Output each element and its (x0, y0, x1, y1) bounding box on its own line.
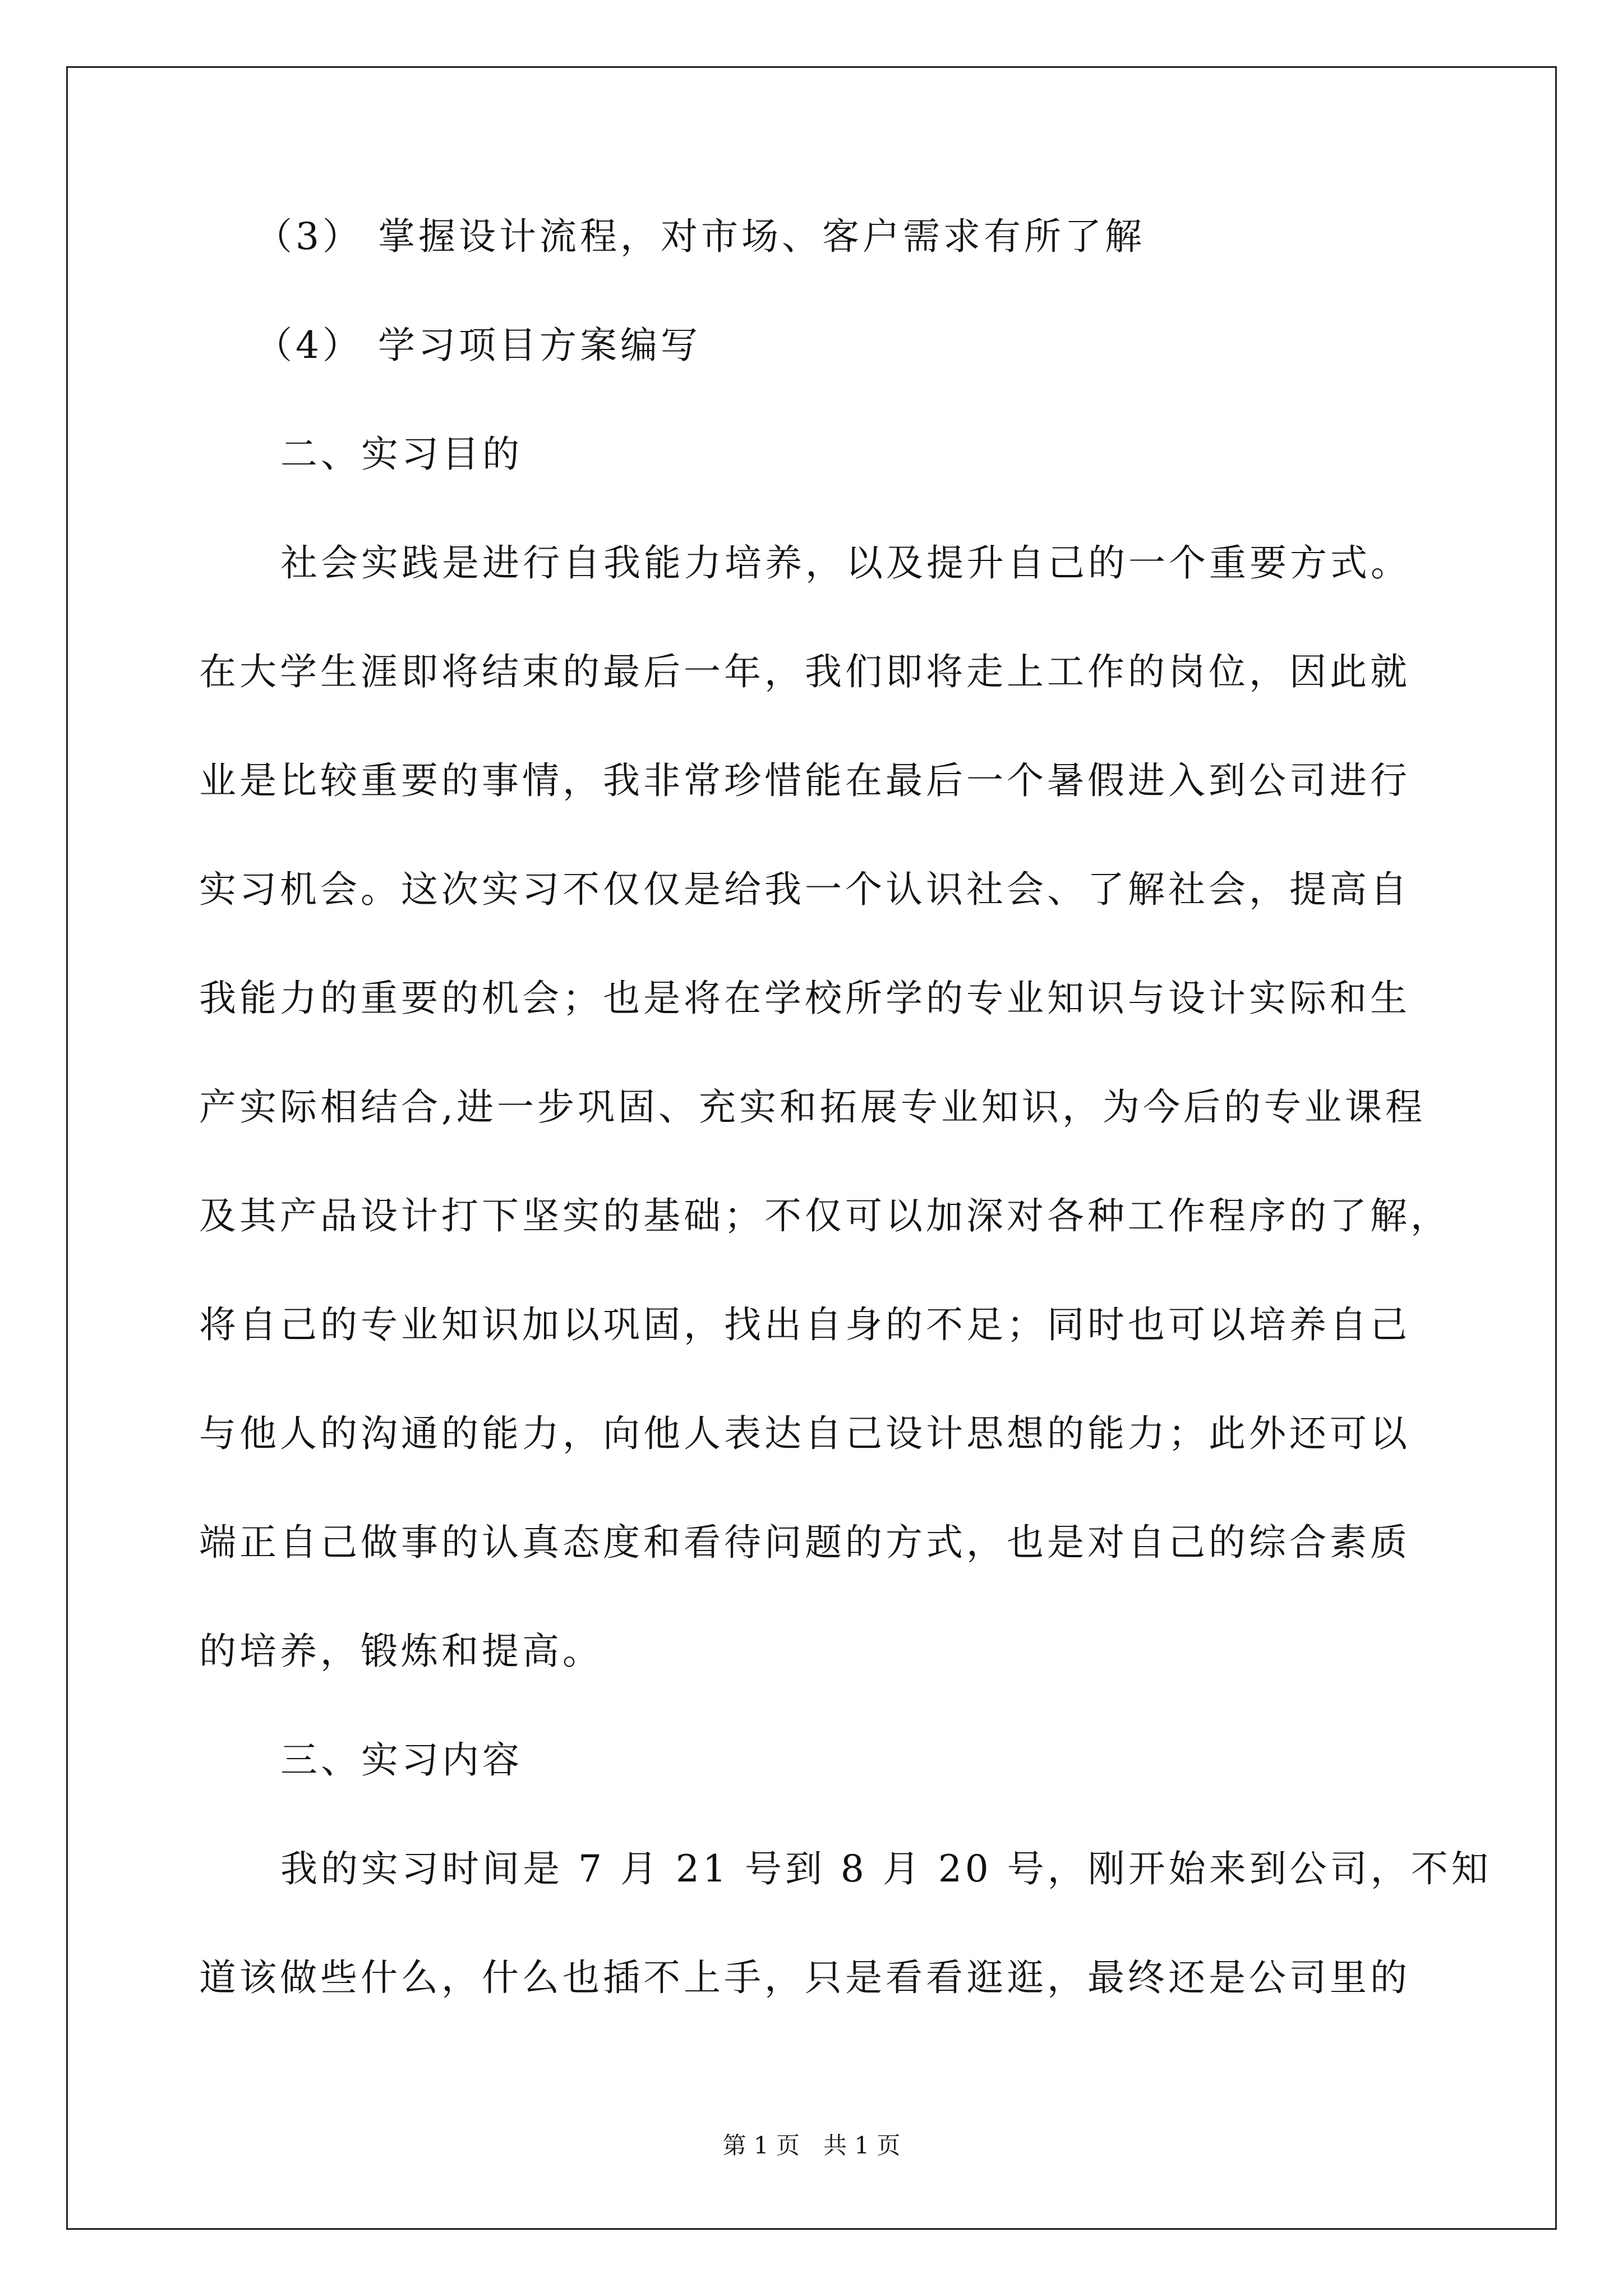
section-heading: 二、实习目的 (280, 432, 523, 476)
section-heading: 三、实习内容 (280, 1738, 523, 1782)
paragraph-line: 我的实习时间是 7 月 21 号到 8 月 20 号，刚开始来到公司，不知 (280, 1847, 1492, 1890)
list-item: （3） 掌握设计流程，对市场、客户需求有所了解 (255, 215, 1145, 258)
paragraph-line: 道该做些什么，什么也插不上手，只是看看逛逛，最终还是公司里的 (199, 1956, 1410, 1999)
paragraph-line: 的培养，锻炼和提高。 (199, 1630, 603, 1673)
page-number: 第 1 页 共 1 页 (722, 2132, 901, 2159)
paragraph-line: 在大学生涯即将结束的最后一年，我们即将走上工作的岗位，因此就 (199, 650, 1410, 693)
paragraph-purpose (199, 540, 1451, 1675)
paragraph-line: 产实际相结合,进一步巩固、充实和拓展专业知识，为今后的专业课程 (199, 1085, 1426, 1129)
paragraph-line: 端正自己做事的认真态度和看待问题的方式，也是对自己的综合素质 (199, 1521, 1410, 1564)
paragraph-line: 业是比较重要的事情，我非常珍惜能在最后一个暑假进入到公司进行 (199, 759, 1410, 802)
document-body (199, 213, 1492, 2063)
paragraph-line: 实习机会。这次实习不仅仅是给我一个认识社会、了解社会，提高自 (199, 868, 1410, 911)
paragraph-line: 及其产品设计打下坚实的基础；不仅可以加深对各种工作程序的了解， (199, 1194, 1451, 1237)
list-item: （4） 学习项目方案编写 (255, 324, 701, 367)
paragraph-content (199, 1846, 1492, 2001)
paragraph-line: 与他人的沟通的能力，向他人表达自己设计思想的能力；此外还可以 (199, 1412, 1410, 1455)
paragraph-line: 我能力的重要的机会；也是将在学校所学的专业知识与设计实际和生 (199, 977, 1410, 1020)
paragraph-line: 社会实践是进行自我能力培养，以及提升自己的一个重要方式。 (280, 541, 1411, 585)
paragraph-line: 将自己的专业知识加以巩固，找出自身的不足；同时也可以培养自己 (199, 1303, 1410, 1346)
